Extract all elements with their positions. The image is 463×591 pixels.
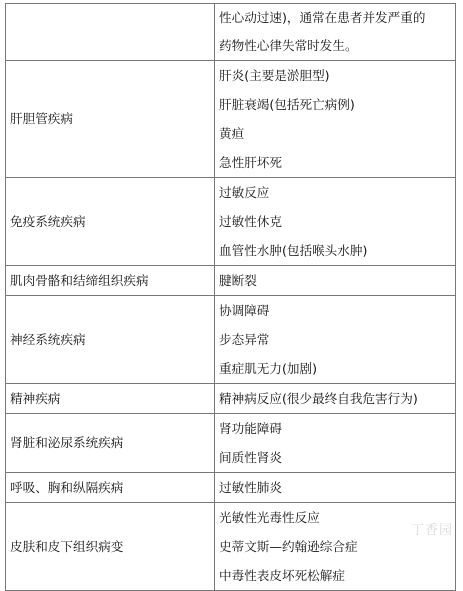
adverse-effects-cell xyxy=(215,414,456,473)
organ-system-cell: 神经系统疾病 xyxy=(6,296,215,384)
adverse-effect-item: 过敏性肺炎 xyxy=(219,480,282,495)
table-row xyxy=(6,473,456,503)
adverse-effect-item: 药物性心律失常时发生。 xyxy=(219,38,358,53)
adverse-reactions-table xyxy=(5,3,456,591)
table-body xyxy=(6,4,456,591)
organ-system-cell: 肌肉骨骼和结缔组织疾病 xyxy=(6,266,215,296)
organ-system-cell xyxy=(6,4,215,61)
organ-system-cell: 精神疾病 xyxy=(6,384,215,414)
adverse-effect-item: 肝脏衰竭(包括死亡病例) xyxy=(219,97,355,112)
adverse-effect-item: 重症肌无力(加剧) xyxy=(219,361,317,376)
adverse-effect-item: 肾功能障碍 xyxy=(219,421,282,436)
organ-system-cell: 肾脏和泌尿系统疾病 xyxy=(6,414,215,473)
adverse-effect-item: 光敏性光毒性反应 xyxy=(219,510,320,525)
organ-system-cell: 免疫系统疾病 xyxy=(6,178,215,266)
table-row xyxy=(6,4,456,61)
adverse-effect-item: 精神病反应(很少最终自我危害行为) xyxy=(219,391,418,406)
adverse-effect-item: 史蒂文斯—约翰逊综合症 xyxy=(219,539,358,554)
table-row xyxy=(6,503,456,591)
organ-system-cell: 呼吸、胸和纵隔疾病 xyxy=(6,473,215,503)
adverse-effect-item: 过敏反应 xyxy=(219,185,270,200)
table-row xyxy=(6,296,456,384)
adverse-effect-item: 腱断裂 xyxy=(219,273,257,288)
adverse-effect-item: 间质性肾炎 xyxy=(219,450,282,465)
table-row xyxy=(6,61,456,178)
organ-system-cell: 皮肤和皮下组织病变 xyxy=(6,503,215,591)
adverse-effects-cell xyxy=(215,473,456,503)
table-row xyxy=(6,384,456,414)
adverse-effects-cell xyxy=(215,61,456,178)
adverse-effect-item: 血管性水肿(包括喉头水肿) xyxy=(219,243,368,258)
adverse-effect-item: 黄疸 xyxy=(219,126,245,141)
adverse-effect-item: 协调障碍 xyxy=(219,303,270,318)
adverse-effect-item: 性心动过速)，通常在患者并发严重的 xyxy=(219,10,426,25)
adverse-effect-item: 中毒性表皮坏死松解症 xyxy=(219,568,345,583)
adverse-effects-cell xyxy=(215,266,456,296)
organ-system-cell: 肝胆管疾病 xyxy=(6,61,215,178)
watermark-logo: 丁香园 xyxy=(410,523,453,538)
adverse-effects-cell xyxy=(215,296,456,384)
table-row xyxy=(6,414,456,473)
table-row xyxy=(6,266,456,296)
adverse-effect-item: 步态异常 xyxy=(219,332,270,347)
adverse-effects-cell xyxy=(215,384,456,414)
adverse-effects-cell xyxy=(215,503,456,591)
adverse-effect-item: 急性肝坏死 xyxy=(219,155,282,170)
adverse-effects-cell xyxy=(215,178,456,266)
adverse-effect-item: 肝炎(主要是淤胆型) xyxy=(219,68,330,83)
adverse-effects-cell xyxy=(215,4,456,61)
adverse-effect-item: 过敏性休克 xyxy=(219,214,282,229)
table-row xyxy=(6,178,456,266)
